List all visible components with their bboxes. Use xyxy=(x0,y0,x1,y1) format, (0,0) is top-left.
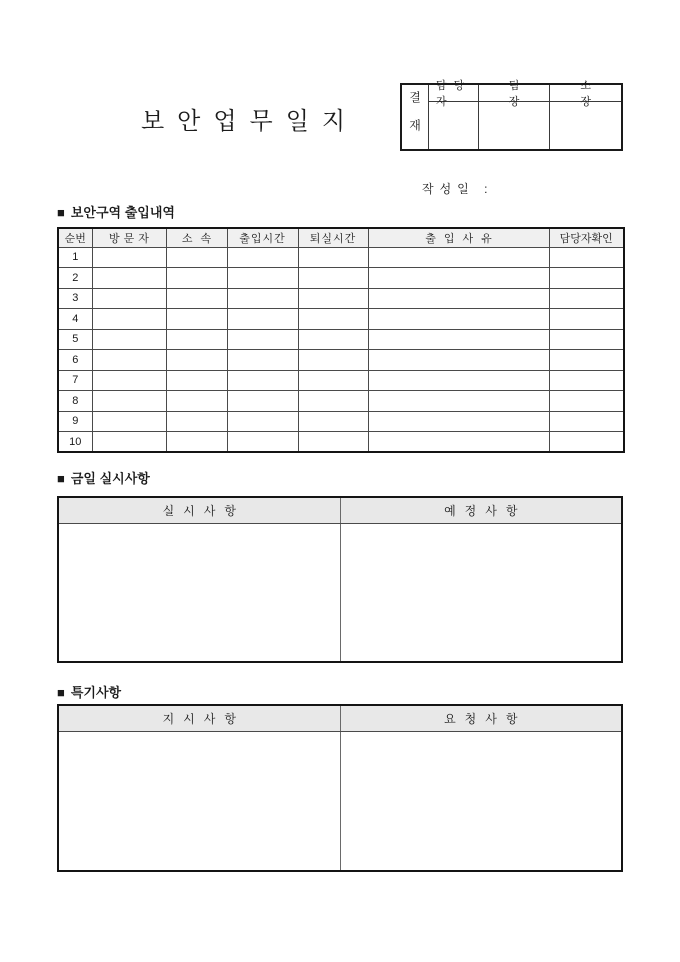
entry-row-6 xyxy=(58,350,624,371)
visitor-cell xyxy=(92,309,166,330)
row-number: 3 xyxy=(58,288,92,309)
entry-reason-cell xyxy=(368,391,549,412)
approval-table xyxy=(400,80,623,151)
entry-time-cell xyxy=(227,350,298,371)
visitor-cell xyxy=(92,288,166,309)
affiliation-cell xyxy=(166,350,227,371)
entry-row-4 xyxy=(58,309,624,330)
manager-check-cell xyxy=(549,288,624,309)
row-number: 2 xyxy=(58,268,92,289)
entry-row-3 xyxy=(58,288,624,309)
manager-check-cell xyxy=(549,411,624,432)
page-title: 보안업무일지 xyxy=(141,108,359,135)
affiliation-cell xyxy=(166,268,227,289)
row-number: 7 xyxy=(58,370,92,391)
exit-time-cell xyxy=(298,411,368,432)
col-header-instruction-items: 지시사항 xyxy=(162,712,245,726)
entry-reason-cell xyxy=(368,432,549,453)
exit-time-cell xyxy=(298,329,368,350)
col-header-performed-items: 실시사항 xyxy=(162,504,245,518)
approval-col-staff xyxy=(429,80,478,149)
entry-reason-cell xyxy=(368,329,549,350)
col-header-exit-time: 퇴실시간 xyxy=(298,228,368,247)
section-title-entry-log-text: 보안구역 출입내역 xyxy=(70,205,175,220)
manager-check-cell xyxy=(549,432,624,453)
section-title-daily-items-text: 금일 실시사항 xyxy=(70,471,150,486)
manager-check-cell xyxy=(549,370,624,391)
manager-check-cell xyxy=(549,350,624,371)
manager-check-cell xyxy=(549,247,624,268)
row-number: 9 xyxy=(58,411,92,432)
section-title-special-notes-text: 특기사항 xyxy=(70,685,122,700)
exit-time-cell xyxy=(298,268,368,289)
exit-time-cell xyxy=(298,247,368,268)
section-title-daily-items xyxy=(57,468,150,487)
instruction-items-cell xyxy=(59,732,340,870)
daily-items-body xyxy=(59,524,621,661)
col-header-entry-reason: 출입사유 xyxy=(368,228,549,247)
approval-sign-cell-team-leader xyxy=(479,102,550,149)
entry-row-2 xyxy=(58,268,624,289)
row-number: 5 xyxy=(58,329,92,350)
section-title-entry-log xyxy=(57,202,175,221)
affiliation-cell xyxy=(166,247,227,268)
exit-time-cell xyxy=(298,350,368,371)
manager-check-cell xyxy=(549,391,624,412)
affiliation-cell xyxy=(166,391,227,412)
entry-reason-cell xyxy=(368,370,549,391)
entry-reason-cell xyxy=(368,309,549,330)
col-header-request-items: 요청사항 xyxy=(340,706,622,731)
visitor-cell xyxy=(92,432,166,453)
approval-label: 결재 xyxy=(402,85,429,149)
entry-time-cell xyxy=(227,432,298,453)
row-number: 8 xyxy=(58,391,92,412)
approval-header-staff: 담당자 xyxy=(429,85,478,102)
performed-items-cell xyxy=(59,524,340,661)
manager-check-cell xyxy=(549,329,624,350)
section-title-special-notes xyxy=(57,682,121,701)
entry-reason-cell xyxy=(368,247,549,268)
square-bullet-icon: ■ xyxy=(57,471,65,486)
affiliation-cell xyxy=(166,309,227,330)
approval-sign-cell-director xyxy=(550,102,621,149)
entry-time-cell xyxy=(227,391,298,412)
date-written-label: 작성일 : xyxy=(422,182,494,196)
visitor-cell xyxy=(92,268,166,289)
exit-time-cell xyxy=(298,288,368,309)
manager-check-cell xyxy=(549,268,624,289)
entry-row-7 xyxy=(58,370,624,391)
affiliation-cell xyxy=(166,370,227,391)
affiliation-cell xyxy=(166,329,227,350)
visitor-cell xyxy=(92,370,166,391)
approval-header-team-leader: 팀장 xyxy=(479,85,550,102)
approval-sign-cell-staff xyxy=(429,102,478,149)
entry-time-cell xyxy=(227,370,298,391)
entry-row-10 xyxy=(58,432,624,453)
exit-time-cell xyxy=(298,370,368,391)
col-header-manager-check: 담당자확인 xyxy=(549,228,624,247)
entry-table-header-row xyxy=(58,228,624,247)
entry-row-5 xyxy=(58,329,624,350)
daily-items-header-row xyxy=(59,498,621,524)
col-header-entry-time: 출입시간 xyxy=(227,228,298,247)
col-header-visitor: 방문자 xyxy=(92,228,166,247)
affiliation-cell xyxy=(166,411,227,432)
entry-time-cell xyxy=(227,247,298,268)
col-header-affiliation: 소속 xyxy=(166,228,227,247)
square-bullet-icon: ■ xyxy=(57,685,65,700)
entry-time-cell xyxy=(227,268,298,289)
entry-time-cell xyxy=(227,329,298,350)
approval-header-director: 소장 xyxy=(550,85,621,102)
entry-time-cell xyxy=(227,288,298,309)
daily-items-table xyxy=(57,496,623,663)
approval-columns xyxy=(429,80,621,149)
row-number: 1 xyxy=(58,247,92,268)
visitor-cell xyxy=(92,329,166,350)
visitor-cell xyxy=(92,247,166,268)
request-items-cell xyxy=(340,732,622,870)
entry-reason-cell xyxy=(368,411,549,432)
affiliation-cell xyxy=(166,288,227,309)
entry-reason-cell xyxy=(368,268,549,289)
affiliation-cell xyxy=(166,432,227,453)
exit-time-cell xyxy=(298,309,368,330)
row-number: 4 xyxy=(58,309,92,330)
entry-row-9 xyxy=(58,411,624,432)
special-notes-body xyxy=(59,732,621,870)
exit-time-cell xyxy=(298,432,368,453)
visitor-cell xyxy=(92,391,166,412)
entry-reason-cell xyxy=(368,350,549,371)
col-header-no: 순번 xyxy=(58,228,92,247)
entry-row-8 xyxy=(58,391,624,412)
entry-log-table xyxy=(57,227,625,453)
square-bullet-icon: ■ xyxy=(57,205,65,220)
col-header-planned-items: 예정사항 xyxy=(340,498,622,523)
manager-check-cell xyxy=(549,309,624,330)
entry-time-cell xyxy=(227,309,298,330)
entry-reason-cell xyxy=(368,288,549,309)
special-notes-table xyxy=(57,704,623,872)
entry-row-1 xyxy=(58,247,624,268)
visitor-cell xyxy=(92,411,166,432)
planned-items-cell xyxy=(340,524,622,661)
approval-col-director xyxy=(549,80,621,149)
entry-time-cell xyxy=(227,411,298,432)
row-number: 6 xyxy=(58,350,92,371)
special-notes-header-row xyxy=(59,706,621,732)
row-number: 10 xyxy=(58,432,92,453)
visitor-cell xyxy=(92,350,166,371)
exit-time-cell xyxy=(298,391,368,412)
approval-col-team-leader xyxy=(478,80,550,149)
